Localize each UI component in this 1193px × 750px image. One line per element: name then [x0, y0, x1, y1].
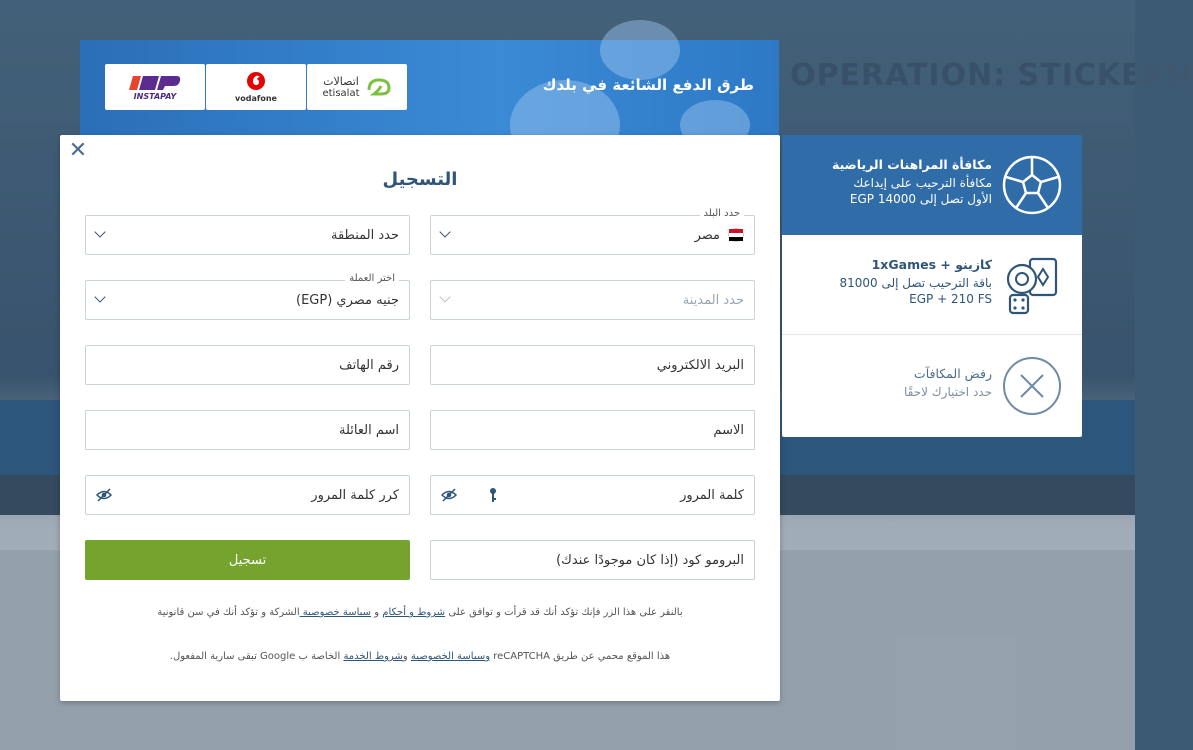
vodafone-logo: vodafone	[206, 64, 306, 110]
recaptcha-text: هذا الموقع محمي عن طريق reCAPTCHA وسياسة الخصوصية وشروط الخدمة الخاصة ب Google تبقى سارية المفعول.	[169, 651, 671, 662]
password-repeat-placeholder: كرر كلمة المرور	[311, 487, 399, 503]
region-placeholder: حدد المنطقة	[330, 227, 399, 243]
payment-banner-title: طرق الدفع الشائعة في بلدك	[542, 76, 754, 94]
privacy-link[interactable]: سياسة خصوصية	[299, 607, 372, 618]
country-label: حدد البلد	[700, 208, 744, 219]
eye-hidden-icon[interactable]	[96, 488, 112, 502]
phone-placeholder: رقم الهاتف	[339, 357, 399, 373]
google-privacy-link[interactable]: وسياسة الخصوصية	[410, 651, 491, 662]
bonus-option-decline[interactable]	[782, 336, 1082, 436]
bonus-title: مكافأة المراهنات الرياضية	[831, 157, 992, 172]
bonus-panel	[782, 135, 1082, 437]
background-hero-text: OPERATION: STICKERH	[790, 58, 1193, 93]
bonus-option-casino[interactable]	[782, 235, 1082, 335]
instapay-logo	[105, 64, 205, 110]
close-icon[interactable]: ✕	[68, 138, 88, 163]
google-terms-link[interactable]: شروط الخدمة	[343, 651, 403, 662]
phone-field[interactable]	[85, 345, 410, 385]
terms-link[interactable]: شروط و أحكام	[382, 607, 446, 618]
egypt-flag-icon	[728, 228, 744, 242]
terms-text: بالنقر على هذا الزر فإنك تؤكد أنك قد قرأت و توافق على شروط و أحكام و سياسة خصوصية الشركة و تؤكد أنك في سن قانونية	[157, 607, 683, 618]
first-name-field[interactable]	[430, 410, 755, 450]
password-placeholder: كلمة المرور	[680, 487, 744, 503]
bonus-desc: مكافأة الترحيب على إيداعك	[853, 176, 992, 190]
etisalat-logo: اتصالات etisalat	[307, 64, 407, 110]
bonus-desc: الأول تصل إلى EGP 14000	[849, 192, 992, 206]
chevron-down-icon	[439, 226, 450, 237]
bonus-title: رفض المكافآت	[913, 366, 992, 381]
bonus-title: كازينو + 1xGames	[871, 257, 992, 272]
promo-placeholder: البرومو كود (إذا كان موجودًا عندك)	[556, 552, 744, 568]
email-placeholder: البريد الالكتروني	[656, 357, 744, 373]
register-button[interactable]: تسجيل	[85, 540, 410, 580]
currency-label: اختر العملة	[345, 273, 399, 284]
region-select[interactable]	[85, 215, 410, 255]
city-placeholder: حدد المدينة	[682, 292, 744, 308]
email-field[interactable]	[430, 345, 755, 385]
currency-value: جنيه مصري (EGP)	[296, 292, 399, 308]
key-icon[interactable]	[488, 487, 498, 503]
last-name-placeholder: اسم العائلة	[339, 422, 399, 438]
registration-modal	[60, 135, 780, 701]
chevron-down-icon	[94, 291, 105, 302]
eye-hidden-icon[interactable]	[441, 488, 457, 502]
bonus-desc: EGP + 210 FS	[909, 292, 992, 306]
bonus-desc: حدد اختيارك لاحقًا	[903, 385, 992, 399]
svg-text:INSTAPAY: INSTAPAY	[133, 92, 177, 101]
payment-methods-banner	[80, 40, 779, 135]
password-repeat-field[interactable]	[85, 475, 410, 515]
casino-chips-icon	[1002, 255, 1062, 315]
decline-icon	[1002, 356, 1062, 416]
bonus-option-sports[interactable]	[782, 135, 1082, 235]
chevron-down-icon	[94, 226, 105, 237]
modal-title: التسجيل	[382, 169, 458, 190]
country-select[interactable]	[430, 208, 755, 255]
soccer-ball-icon	[1002, 155, 1062, 215]
chevron-down-icon	[439, 291, 450, 302]
city-select[interactable]	[430, 280, 755, 320]
password-field[interactable]	[430, 475, 755, 515]
first-name-placeholder: الاسم	[713, 422, 744, 438]
last-name-field[interactable]	[85, 410, 410, 450]
promo-code-field[interactable]	[430, 540, 755, 580]
bonus-desc: باقة الترحيب تصل إلى 81000	[839, 276, 992, 290]
currency-select[interactable]	[85, 273, 410, 320]
country-value: مصر	[694, 227, 720, 243]
